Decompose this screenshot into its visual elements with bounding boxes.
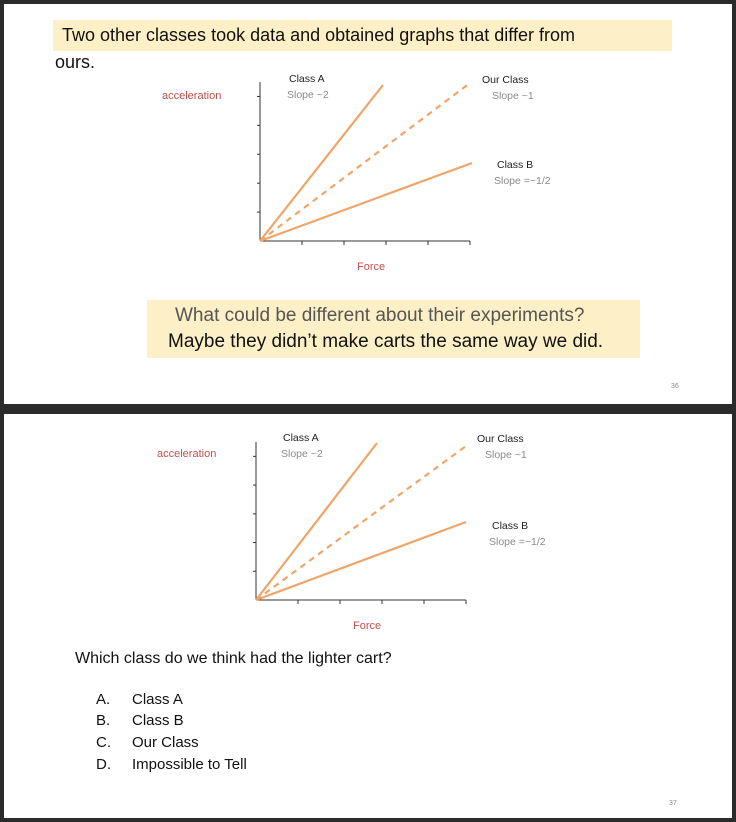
slide-36 <box>4 4 732 404</box>
slope-annotation: Slope ~2 <box>287 89 329 101</box>
series-name-label: Our Class <box>477 433 524 445</box>
slope-annotation: Slope ~2 <box>281 448 323 460</box>
page-number: 37 <box>669 800 677 807</box>
force-acceleration-chart <box>4 414 732 639</box>
option-b-text[interactable]: Class B <box>132 712 184 729</box>
force-acceleration-chart <box>4 4 732 294</box>
option-b-letter: B. <box>96 712 111 729</box>
option-a-text[interactable]: Class A <box>132 691 183 708</box>
slope-annotation: Slope ~1 <box>485 449 527 461</box>
question-line-2: Maybe they didn’t make carts the same way we did. <box>168 331 604 352</box>
option-d-text[interactable]: Impossible to Tell <box>132 756 247 773</box>
series-name-label: Class B <box>492 520 529 532</box>
slide-37 <box>4 414 732 818</box>
option-c-text[interactable]: Our Class <box>132 734 199 751</box>
slope-annotation: Slope =~1/2 <box>489 536 546 548</box>
option-d-letter: D. <box>96 756 111 773</box>
page-number: 36 <box>671 383 679 390</box>
series-name-label: Class A <box>283 432 319 444</box>
option-a-letter: A. <box>96 691 111 708</box>
question-line-1: What could be different about their experiments? <box>175 305 585 326</box>
series-name-label: Our Class <box>482 74 529 86</box>
series-name-label: Class B <box>497 159 534 171</box>
series-line-class-b <box>256 522 466 600</box>
x-axis-label: Force <box>353 620 382 632</box>
option-c-letter: C. <box>96 734 111 751</box>
slide-title-line-1: Two other classes took data and obtained graphs that differ from <box>62 25 575 45</box>
slope-annotation: Slope ~1 <box>492 90 534 102</box>
x-axis-label: Force <box>357 261 386 273</box>
series-line-our-class <box>256 446 466 600</box>
quiz-question: Which class do we think had the lighter cart? <box>75 650 392 667</box>
y-axis-label: acceleration <box>162 90 222 102</box>
slide-title-line-2: ours. <box>55 52 96 72</box>
slope-annotation: Slope =~1/2 <box>494 175 551 187</box>
y-axis-label: acceleration <box>157 448 217 460</box>
series-name-label: Class A <box>289 73 325 85</box>
